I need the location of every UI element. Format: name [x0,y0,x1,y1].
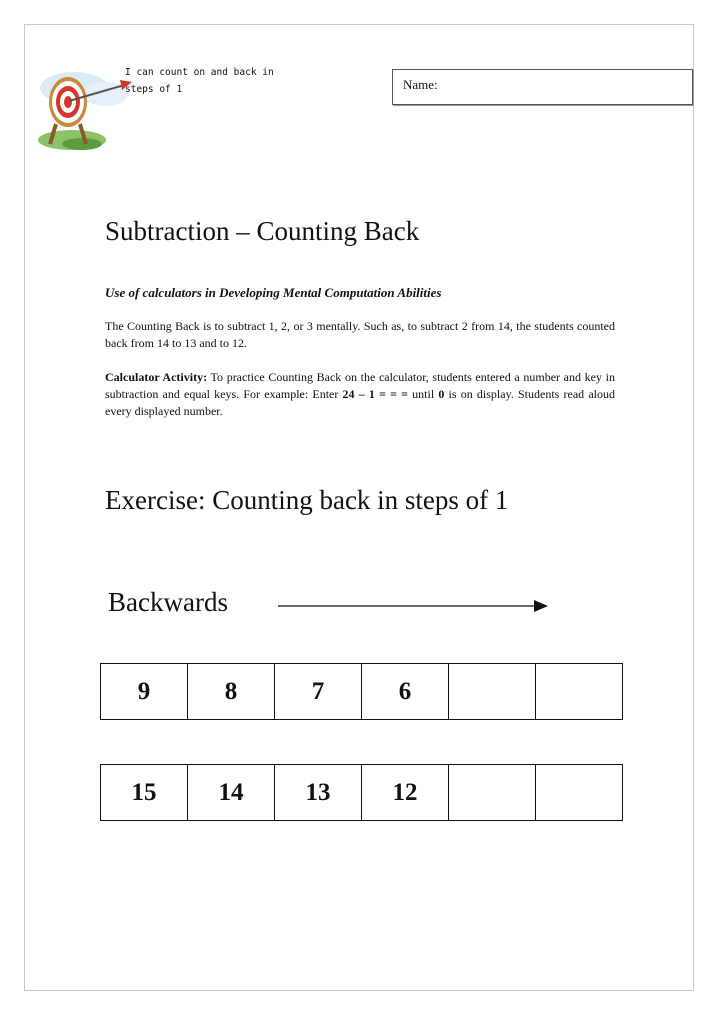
exercise-title: Exercise: Counting back in steps of 1 [105,485,509,515]
number-cell: 6 [362,664,449,720]
learning-objective: I can count on and back in steps of 1 [125,67,274,95]
number-cell: 15 [101,765,188,821]
number-cell: 14 [188,765,275,821]
answer-cell[interactable] [449,664,536,720]
archery-target-icon [36,66,136,152]
number-cell: 12 [362,765,449,821]
activity-text-a: To practice Counting Back on the calculator, students entered a number and key in subtraction and equal keys. For example: Enter [105,370,615,401]
number-cell: 8 [188,664,275,720]
activity-text-b: until [407,387,439,401]
direction-label: Backwards [108,587,228,617]
answer-cell[interactable] [449,765,536,821]
number-cell: 13 [275,765,362,821]
calculator-activity-paragraph [105,369,615,420]
number-cell: 7 [275,664,362,720]
page-title: Subtraction – Counting Back [105,216,420,246]
number-cell: 9 [101,664,188,720]
activity-lead: Calculator Activity: [105,370,208,384]
intro-paragraph: The Counting Back is to subtract 1, 2, or 3 mentally. Such as, to subtract 2 from 14, the students counted back from 14 to 13 and to 12. [105,319,615,350]
counting-row-2 [100,764,623,821]
arrow-right-icon [278,599,548,615]
activity-end-value: 0 [438,387,445,401]
activity-text-c: is on display. Students read aloud every displayed number. [105,387,615,418]
name-label: Name: [403,77,438,92]
activity-keys: 24 – 1 = = = [342,387,408,401]
name-field[interactable] [392,69,693,105]
subtitle: Use of calculators in Developing Mental Computation Abilities [105,285,442,300]
answer-cell[interactable] [536,765,623,821]
counting-row-1 [100,663,623,720]
answer-cell[interactable] [536,664,623,720]
